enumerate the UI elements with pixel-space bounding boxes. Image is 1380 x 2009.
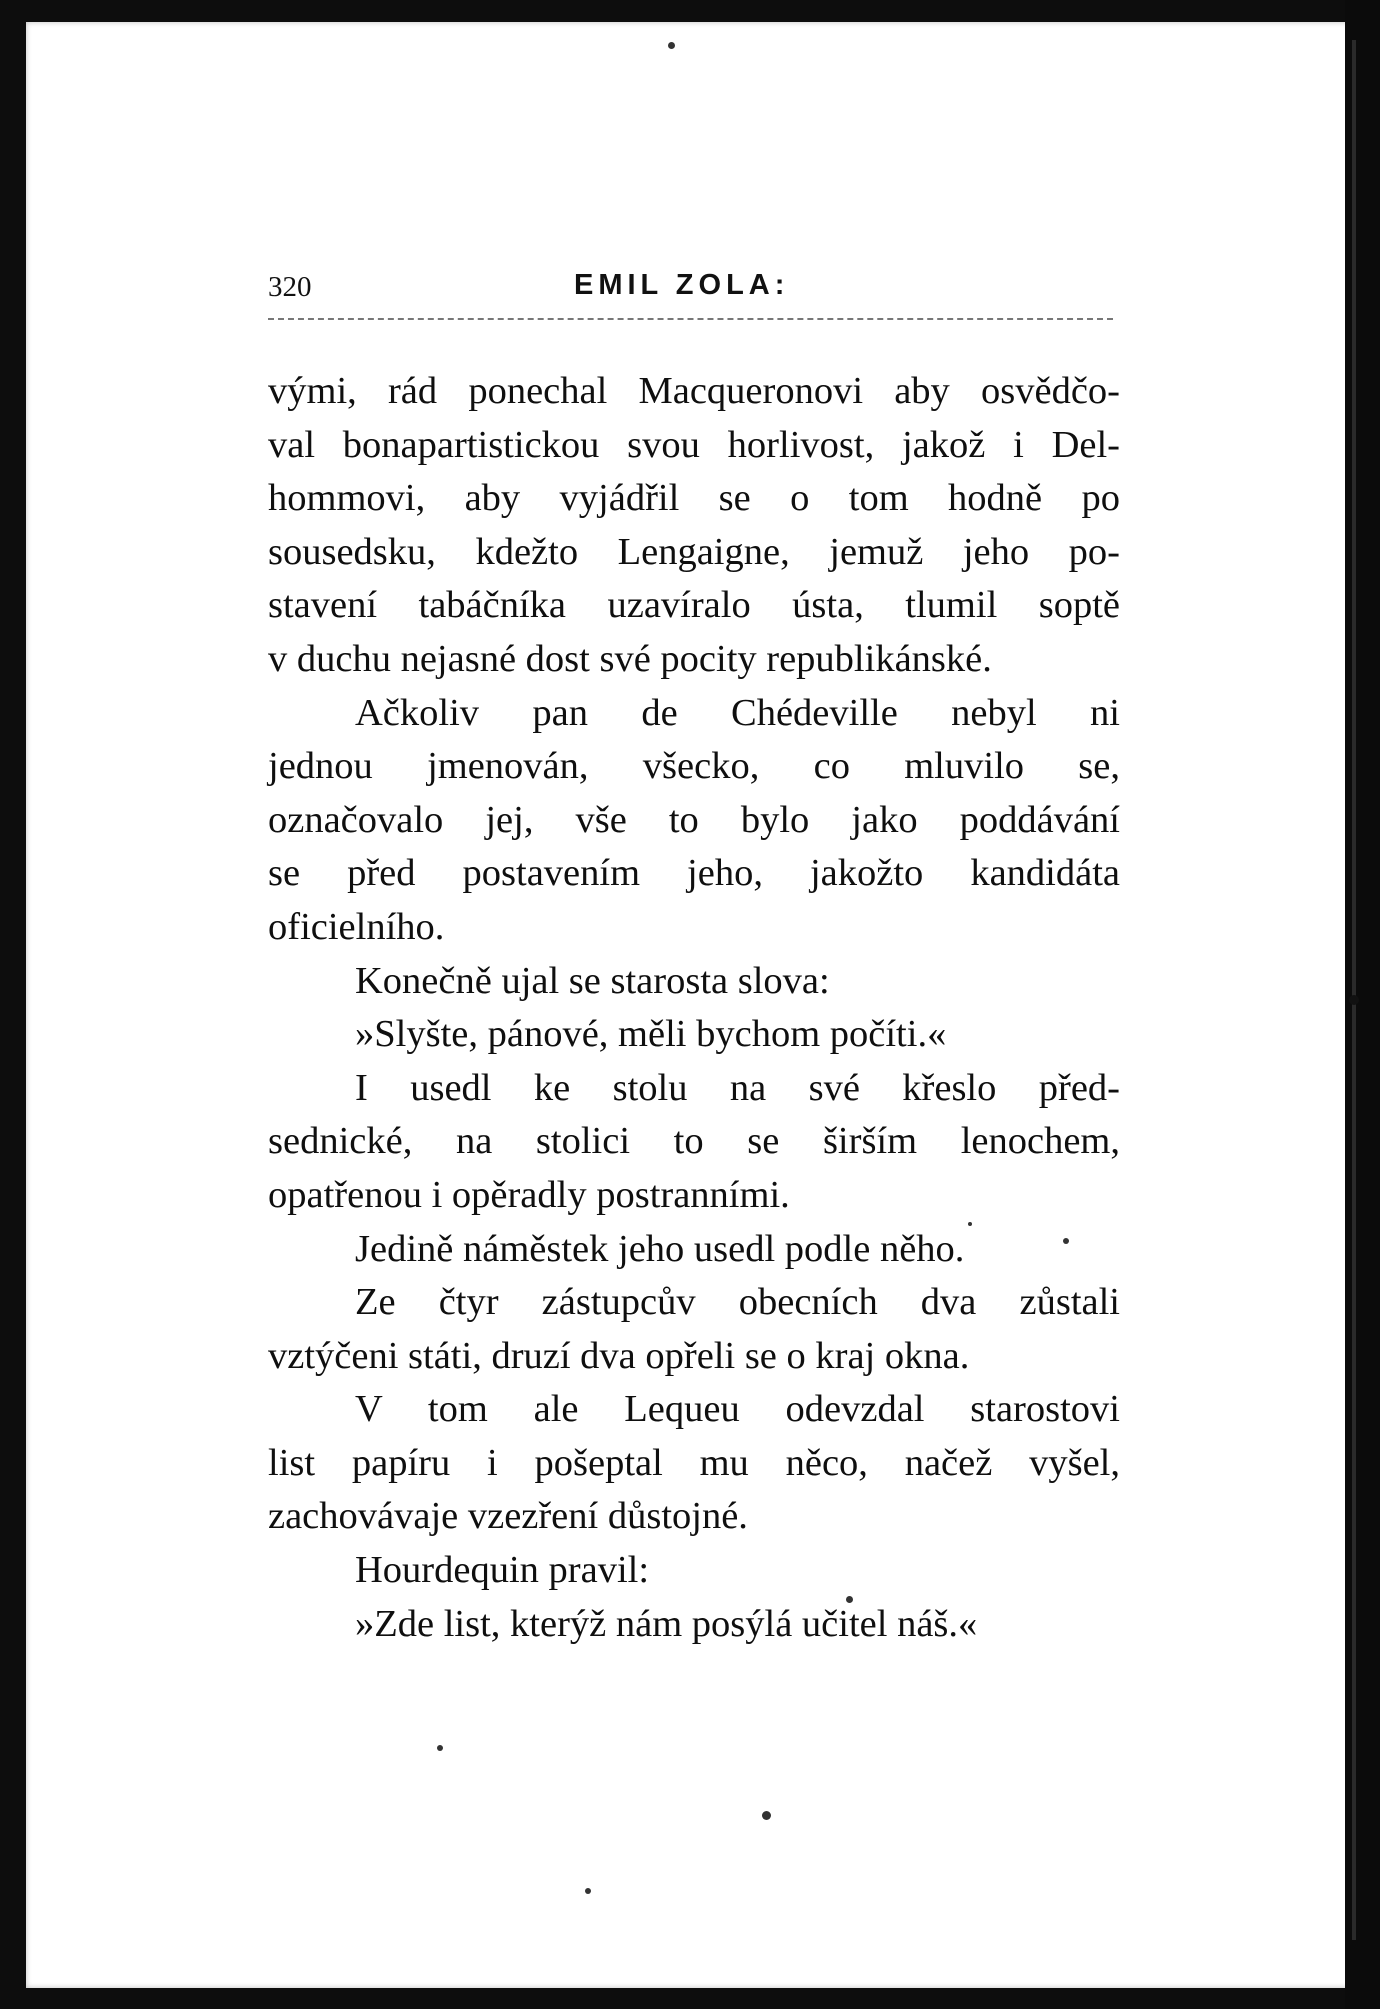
- text-line: vztýčeni státi, druzí dva opřeli se o kraj okna.: [268, 1334, 970, 1377]
- text-line: vými, rád ponechal Macqueronovi aby osvědčo-: [268, 370, 1120, 412]
- running-head: EMIL ZOLA:: [574, 269, 790, 301]
- print-speck: [846, 1596, 853, 1603]
- text-line: označovalo jej, vše to bylo jako poddávání: [268, 798, 1120, 841]
- text-line: se před postavením jeho, jakožto kandidáta: [268, 852, 1120, 895]
- print-speck: [437, 1745, 443, 1751]
- text-line: Konečně ujal se starosta slova:: [355, 959, 830, 1002]
- print-speck: [1063, 1238, 1069, 1244]
- print-speck: [968, 1222, 972, 1226]
- text-line: Hourdequin pravil:: [355, 1549, 650, 1592]
- page-header: [268, 265, 1113, 315]
- text-line: »Slyšte, pánové, měli bychom počíti.«: [355, 1013, 947, 1056]
- book-spine-edge: [1345, 0, 1380, 2009]
- body-text: [268, 365, 1120, 1651]
- text-line: v duchu nejasné dost své pocity republikánské.: [268, 637, 992, 680]
- text-line: I usedl ke stolu na své křeslo před-: [355, 1066, 1120, 1109]
- text-line: hommovi, aby vyjádřil se o tom hodně po: [268, 477, 1120, 520]
- print-speck: [1349, 995, 1359, 1005]
- text-line: »Zde list, kterýž nám posýlá učitel náš.«: [355, 1602, 978, 1645]
- print-speck: [762, 1811, 771, 1820]
- text-line: val bonapartistickou svou horlivost, jakož i Del-: [268, 423, 1120, 466]
- text-line: sousedsku, kdežto Lengaigne, jemuž jeho po-: [268, 530, 1120, 573]
- print-speck: [585, 1888, 591, 1894]
- text-line: Ze čtyr zástupcův obecních dva zůstali: [355, 1281, 1120, 1324]
- print-speck: [668, 42, 675, 49]
- text-line: list papíru i pošeptal mu něco, načež vyšel,: [268, 1441, 1120, 1484]
- text-line: zachovávaje vzezření důstojné.: [268, 1495, 748, 1538]
- header-rule: [268, 318, 1113, 320]
- text-line: jednou jmenován, všecko, co mluvilo se,: [268, 745, 1120, 788]
- page-number: 320: [268, 271, 312, 303]
- text-line: sednické, na stolici to se širším lenochem,: [268, 1120, 1120, 1163]
- text-line: Ačkoliv pan de Chédeville nebyl ni: [355, 691, 1120, 734]
- text-line: Jedině náměstek jeho usedl podle něho.: [355, 1227, 965, 1270]
- text-line: stavení tabáčníka uzavíralo ústa, tlumil soptě: [268, 584, 1120, 627]
- text-line: oficielního.: [268, 905, 445, 948]
- text-line: opatřenou i opěradly postranními.: [268, 1173, 790, 1216]
- spine-shadow: [1352, 40, 1356, 1940]
- text-line: V tom ale Lequeu odevzdal starostovi: [355, 1388, 1120, 1431]
